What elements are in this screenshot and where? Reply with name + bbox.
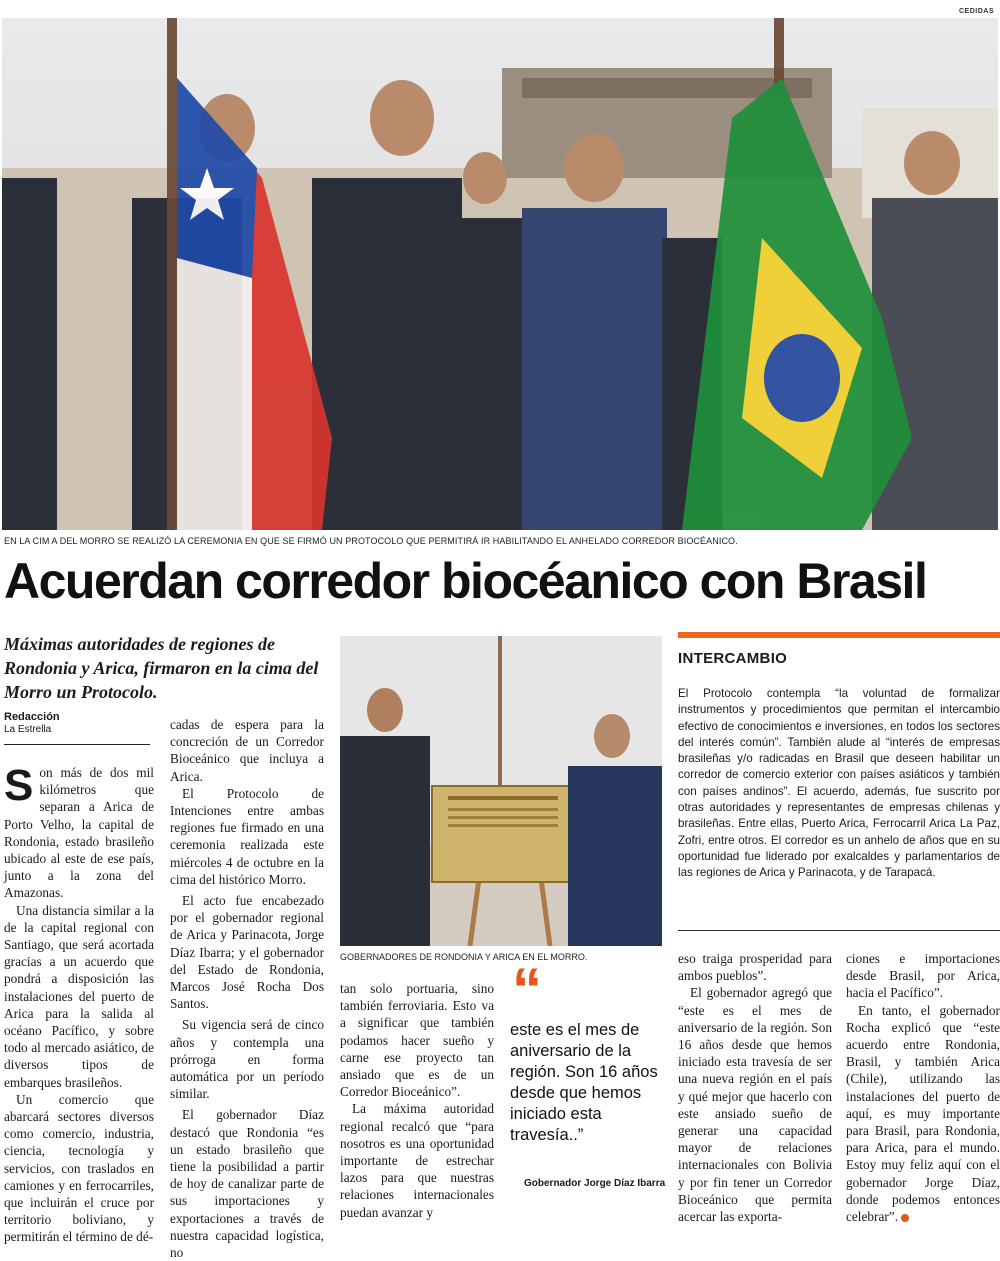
paragraph: La máxima autoridad regional recalcó que “para nosotros es una oportunidad importante de estrechar lazos para que nuestras relaciones internacionales puedan avanzar y	[340, 1101, 494, 1220]
sidebar-accent-bar	[678, 632, 1000, 638]
paragraph-text: En tanto, el gobernador Rocha explicó que “este acuerdo entre Rondonia, Brasil, y también Arica (Chile), utilizando las instalaciones del puerto de aquí, es muy importante para Brasil, para Rondonia, para Arica, para el mundo. Estoy muy feliz aquí con el gobernador Jorge Díaz, donde podemos entonces celebrar”.	[846, 1002, 1000, 1225]
headline: Acuerdan corredor biocéanico con Brasil	[4, 553, 927, 609]
article-column-1	[4, 761, 154, 1246]
article-column-5	[846, 950, 1000, 1225]
main-photo	[2, 18, 998, 530]
paragraph	[846, 1002, 1000, 1226]
pull-quote-text: este es el mes de aniversario de la región. Son 16 años desde que hemos iniciado esta travesía..”	[510, 1021, 658, 1144]
byline-source: La Estrella	[4, 724, 52, 735]
paragraph: Un comercio que abarcará sectores diversos como comercio, industria, ciencia, tecnología y servicios, con traslados en camiones y en ferrocarriles, que incluirán el cruce por territorio boliviano, y permitirán el término de dé-	[4, 1091, 154, 1245]
main-photo-caption: EN LA CIM A DEL MORRO SE REALIZÓ LA CEREMONIA EN QUE SE FIRMÓ UN PROTOCOLO QUE PERMITIRÁ IR HABILITANDO EL ANHELADO CORREDOR BIOCÉANICO.	[4, 536, 738, 546]
paragraph: tan solo portuaria, sino también ferroviaria. Esto va a significar que también podamos hacer sueño y carne ese proyecto tan ansiado que es de un Corredor Bioceánico”.	[340, 981, 494, 1100]
paragraph: eso traiga prosperidad para ambos pueblos”.	[678, 951, 832, 984]
sidebar-text: El Protocolo contempla “la voluntad de formalizar instrumentos y procedimientos que permitan el intercambio efectivo de conocimientos e inversiones, en todos los sectores del interés común”. También alude al “interés de empresas brasileñas y/o radicadas en Brasil que deseen habilitar un corredor de comercio exterior con países asiáticos y también con países andinos”. El acuerdo, además, fue suscrito por otras autoridades y representantes de empresas chilenas y brasileñas. Entre ellas, Puerto Arica, Ferrocarril Arica La Paz, Zofri, entre otros. El corredor es un anhelo de años que en su oportunidad fue liderado por exalcaldes y parlamentarios de las regiones de Arica y Parinacota, y de Tarapacá.	[678, 687, 1000, 880]
sidebar-divider	[678, 930, 1000, 931]
paragraph: Su vigencia será de cinco años y contempla una prórroga en forma automática por un período similar.	[170, 1017, 324, 1102]
drop-cap: S	[4, 761, 34, 810]
article-column-2	[170, 716, 324, 1261]
deck-subtitle: Máximas autoridades de regiones de Rondonia y Arica, firmaron en la cima del Morro un Protocolo.	[4, 634, 319, 702]
photo-credit: CEDIDAS	[958, 8, 994, 15]
byline-author: Redacción	[4, 711, 60, 723]
quote-mark-icon: “	[512, 956, 542, 1023]
article-column-4	[678, 950, 832, 1225]
article-column-3	[340, 980, 494, 1221]
paragraph: El acto fue encabezado por el gobernador regional de Arica y Parinacota, Jorge Díaz Ibarra; y el gobernador del Estado de Rondonia, Marcos José Rocha Dos Santos.	[170, 893, 324, 1012]
paragraph-text: on más de dos mil kilómetros que separan a Arica de Porto Velho, la capital de Rondonia, estado brasileño ubicado al este de ese país, junto a la zona del Amazonas.	[4, 765, 154, 901]
paragraph: El Protocolo de Intenciones entre ambas regiones fue firmado en una ceremonia realizada este miércoles 4 de octubre en la cima del histórico Morro.	[170, 785, 324, 887]
governors-photo-illustration	[340, 636, 662, 946]
paragraph	[4, 761, 154, 902]
paragraph: ciones e importaciones desde Brasil, por Arica, hacia el Pacífico”.	[846, 951, 1000, 1001]
paragraph: Una distancia similar a la de la capital regional con Santiago, que será acortada gracias a un acuerdo que pondrá a disposición las instalaciones del puerto de Arica para la salida al océano Pacífico, y sobre todo al mercado asiático, de diversos tipos de embarques brasileños.	[4, 902, 154, 1090]
byline-divider	[4, 744, 150, 745]
paragraph: cadas de espera para la concreción de un Corredor Bioceánico que incluya a Arica.	[170, 717, 324, 784]
paragraph: El gobernador agregó que “este es el mes de aniversario de la región. Son 16 años desde que hemos iniciado esta travesía de ser una nueva región en el país y qué mejor que hacerlo con este ansiado sueño de generar una capacidad mayor de relaciones internacionales con Bolivia y por fin tener un Corredor Bioceánico que permita acercar las exporta-	[678, 985, 832, 1225]
governors-photo	[340, 636, 662, 946]
main-photo-illustration	[2, 18, 998, 530]
end-mark-icon	[901, 1214, 909, 1222]
governors-photo-caption: GOBERNADORES DE RONDONIA Y ARICA EN EL MORRO.	[340, 952, 588, 962]
sidebar-title: INTERCAMBIO	[678, 650, 788, 667]
pull-quote-author: Gobernador Jorge Díaz Ibarra	[524, 1178, 666, 1189]
paragraph: El gobernador Díaz destacó que Rondonia “es un estado brasileño que tiene la posibilidad a partir de hoy de canalizar parte de sus importaciones y exportaciones a través de nuestra capacidad logística, no	[170, 1107, 324, 1261]
